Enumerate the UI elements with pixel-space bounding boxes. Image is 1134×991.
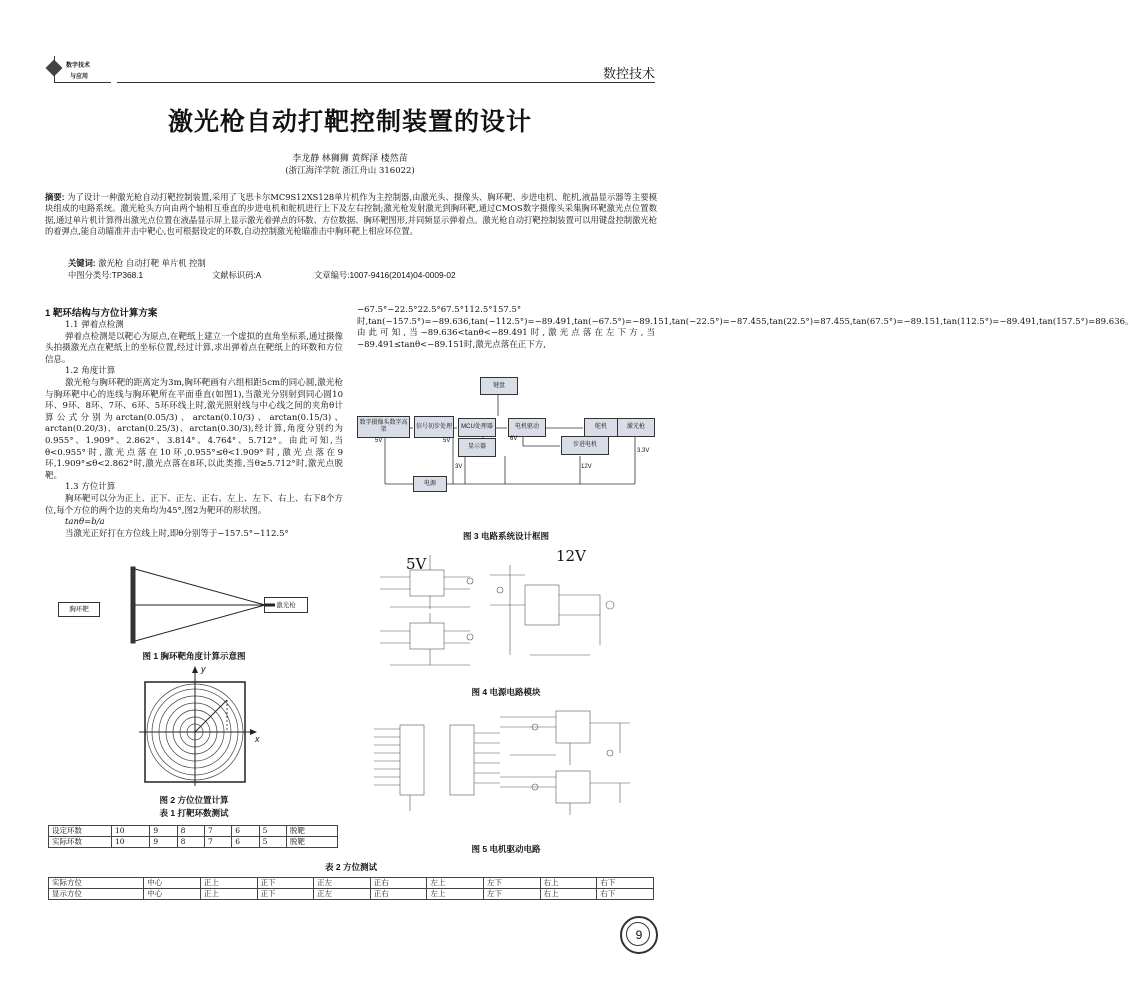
table-cell: 10 [112, 826, 150, 837]
table-2 [48, 877, 654, 900]
table-row [49, 826, 338, 837]
gunline-lower [135, 605, 265, 641]
label-3-3v: 3.3V [637, 448, 650, 454]
table-cell: 7 [204, 826, 231, 837]
table-cell: 中心 [144, 878, 201, 889]
journal-logo [44, 56, 116, 84]
table-cell: 实际环数 [49, 837, 112, 848]
target-plate [131, 567, 135, 643]
table-cell: 10 [112, 837, 150, 848]
camera-block: 数字摄像头数字高架 [357, 416, 410, 438]
fig2-y-label: y [201, 664, 206, 674]
subsection-1-1: 1.1 弹着点检测 [65, 320, 124, 330]
figure-1-diagram [115, 567, 285, 647]
formula: tanθ=b/a [65, 517, 105, 528]
table-cell: 正上 [200, 878, 257, 889]
section-label: 数控技术 [602, 66, 655, 81]
figure-1 [115, 567, 285, 647]
table-cell: 脱靶 [286, 826, 337, 837]
label-6v: 6V [510, 436, 518, 442]
table-1-caption: 表 1 打靶环数测试 [159, 808, 229, 818]
laser-block: 激光枪 [617, 418, 655, 437]
table-cell: 右上 [540, 878, 597, 889]
table-cell: 实际方位 [49, 878, 144, 889]
table-cell: 正左 [314, 889, 371, 900]
fig1-target-label: 胸环靶 [58, 602, 100, 617]
journal-logo-line1: 数字技术 [66, 63, 91, 69]
table-cell: 显示方位 [49, 889, 144, 900]
fig2-x-label: x [255, 734, 260, 744]
page-number-badge [620, 916, 658, 954]
figure-5 [370, 703, 650, 823]
abstract-text: 为了设计一种激光枪自动打靶控制装置,采用了飞思卡尔MC9S12XS128单片机作为主控制器,由激光头、摄像头、胸环靶、步进电机、舵机,液晶显示器等主要模块组成的电路系统。激光枪头方向由两个轴相互垂直的步进电机和舵机进行上下及左右控制;激光枪发射激光到胸环靶,通过CMOS数字摄像头采集胸环靶激光点位置数据,通过单片机计算得出激光点位置在液晶显示屏上显示激光着弹点的环数、方位数据、胸环靶图形,并同频显示弹着点。激光枪自动打靶控制装置可以用键盘控制激光枪的着弹点,能自动瞄准并击中靶心,也可根据设定的环数,自动控制激光枪瞄准击中胸环靶上相应环位置。 [45, 192, 658, 237]
header-rule [117, 82, 655, 83]
table-1 [48, 825, 338, 848]
label-5v-a: 5V [375, 438, 383, 444]
servo-block: 舵机 [584, 418, 618, 437]
mcu-block: MCU处理器 [458, 418, 496, 437]
subsection-1-2: 1.2 角度计算 [65, 366, 116, 377]
table-cell: 左上 [427, 878, 484, 889]
label-5v-b: 5V [443, 438, 451, 444]
table-cell: 正右 [370, 889, 427, 900]
table-cell: 右下 [597, 889, 654, 900]
figure-2-caption: 图 2 方位位置计算 [159, 795, 229, 805]
article-title: 激光枪自动打靶控制装置的设计 [167, 107, 532, 136]
table-row [49, 837, 338, 848]
paragraph-1-2: 激光枪与胸环靶的距离定为3m,胸环靶画有六组相距5cm的同心圆,激光枪与胸环靶中心的连线与胸环靶所在平面垂直(如图1),当激光分别射到同心圆10环、9环、8环、7环、6环、5环环线上时,激光照射线与中心线之间的夹角θ计算公式分别为arctan(0.05/3)、arctan(0.10/3)、arctan(0.15/3)、arctan(0.20/3)、arctan(0.25/3)、arctan(0.30/3),经计算,角度分别约为0.955°、1.909°、2.862°、3.814°、4.764°、5.712°。由此可知,当θ<0.955°时,激光点落在10环,0.955°≤θ<1.909°时,激光点落在9环,1.909°≤θ<2.862°时,激光点落在8环,以此类推,当θ≥5.712°时,激光点脱靶。 [45, 377, 343, 481]
table-cell: 6 [232, 837, 259, 848]
motor-drive-block: 电机驱动 [508, 418, 546, 437]
figure-3-caption: 图 3 电路系统设计框图 [463, 531, 549, 541]
table-cell: 5 [259, 837, 286, 848]
keywords [68, 258, 206, 269]
signal-block: 信号初步处理 [414, 416, 454, 438]
figure-2 [135, 664, 270, 792]
table-cell: 5 [259, 826, 286, 837]
table-cell: 8 [177, 826, 204, 837]
fig4-12v-label: 12V [556, 547, 586, 565]
figure-3 [355, 374, 655, 492]
figure-4 [370, 545, 650, 680]
table-cell: 8 [177, 837, 204, 848]
display-block: 显示器 [458, 438, 496, 457]
article-affiliation: (浙江海洋学院 浙江舟山 316022) [285, 166, 415, 176]
abstract [45, 192, 657, 238]
label-3v: 3V [455, 464, 463, 470]
subsection-1-3: 1.3 方位计算 [65, 482, 116, 493]
gunline-upper [135, 569, 265, 605]
stepper-block: 步进电机 [561, 436, 609, 455]
keywords-label: 关键词: [68, 258, 96, 268]
table-cell: 6 [232, 826, 259, 837]
table-cell: 正左 [314, 878, 371, 889]
table-cell: 右下 [597, 878, 654, 889]
table-cell: 9 [150, 826, 177, 837]
paragraph-1-3: 胸环靶可以分为正上、正下、正左、正右、左上、左下、右上、右下8个方位,每个方位的两个边的夹角均为45°,图2为靶环的形状图。 [45, 493, 343, 516]
clc-number: 中图分类号:TP368.1 [68, 270, 144, 280]
fig4-5v-label: 5V [406, 555, 427, 573]
figure-4-caption: 图 4 电源电路模块 [471, 687, 541, 697]
table-cell: 右上 [540, 889, 597, 900]
doc-code: 文献标识码:A [212, 270, 262, 280]
keywords-text: 激光枪 自动打靶 单片机 控制 [98, 258, 206, 268]
paragraph-1-3b: 当激光正好打在方位线上时,即θ分别等于−157.5°−112.5° [65, 528, 289, 539]
table-cell: 正右 [370, 878, 427, 889]
table-cell: 正下 [257, 878, 314, 889]
label-12v: 12V [581, 464, 592, 470]
figure-5-caption: 图 5 电机驱动电路 [471, 844, 541, 854]
page-number: 9 [635, 928, 643, 942]
table-cell: 正上 [200, 889, 257, 900]
abstract-label: 摘要: [45, 192, 65, 202]
journal-logo-line2: 与应用 [70, 74, 89, 80]
table-2-caption: 表 2 方位测试 [325, 862, 377, 872]
table-cell: 脱靶 [286, 837, 337, 848]
fig1-gun-label: 激光枪 [264, 597, 308, 613]
table-cell: 设定环数 [49, 826, 112, 837]
figure-2-diagram [135, 664, 270, 792]
table-cell: 正下 [257, 889, 314, 900]
table-cell: 9 [150, 837, 177, 848]
article-authors: 李龙静 林狮狮 黄辉泽 楼然苗 [292, 153, 408, 163]
paragraph-1-1: 弹着点检测是以靶心为原点,在靶纸上建立一个虚拟的直角坐标系,通过摄像头拍摄激光点在靶纸上的坐标位置,经过计算,求出弹着点在靶纸上的环数和方位信息。 [45, 331, 343, 365]
table-cell: 左下 [484, 889, 541, 900]
section-1-heading: 1 靶环结构与方位计算方案 [45, 308, 158, 319]
right-paragraph: −67.5°−22.5°22.5°67.5°112.5°157.5°时,tan(−157.5°)=−89.636,tan(−112.5°)=−89.491,tan(−67.5°)=−89.151,tan(−22.5°)=−87.455,tan(22.5°)=87.455,tan(67.5°)=−89.151,tan(112.5°)=−89.491,tan(157.5°)=89.636。由此可知,当−89.636<tanθ<−89.491时,激光点落在左下方,当−89.491≤tanθ<−89.151时,激光点落在正下方, [357, 305, 1134, 350]
power-block: 电源 [413, 476, 447, 492]
article-number: 文章编号:1007-9416(2014)04-0009-02 [314, 270, 456, 280]
table-cell: 左下 [484, 878, 541, 889]
table-row [49, 878, 654, 889]
table-cell: 中心 [144, 889, 201, 900]
figure-5-schematic [370, 703, 650, 823]
table-row [49, 889, 654, 900]
keyboard-block: 键盘 [480, 377, 518, 395]
table-cell: 左上 [427, 889, 484, 900]
figure-1-caption: 图 1 胸环靶角度计算示意图 [142, 651, 246, 661]
table-cell: 7 [204, 837, 231, 848]
